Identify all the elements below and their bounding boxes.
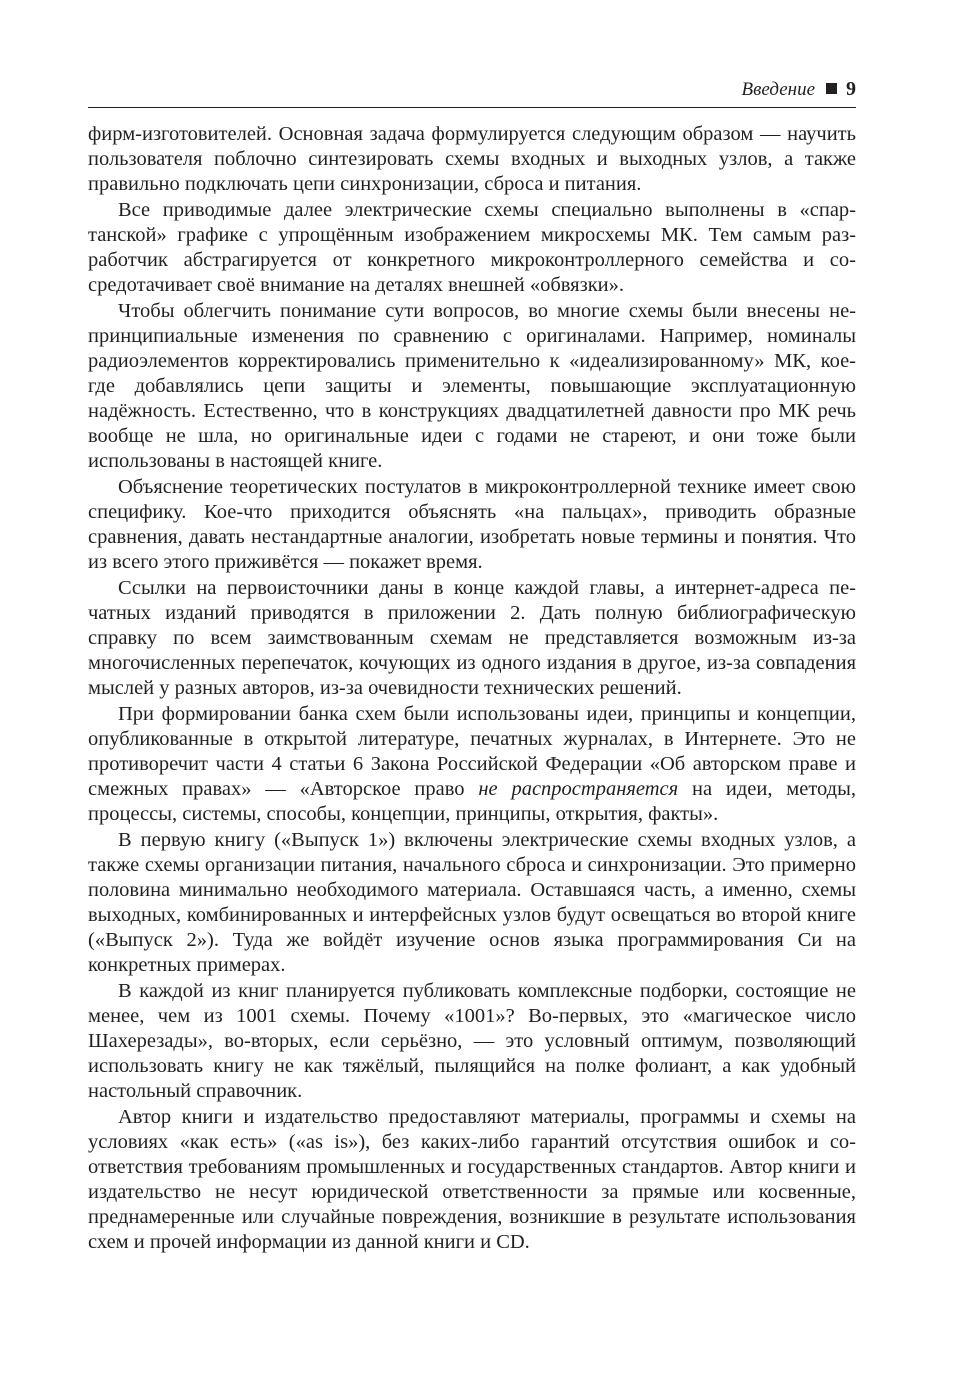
square-bullet-icon bbox=[826, 83, 837, 94]
paragraph-7: В первую книгу («Выпуск 1») включены электрические схемы входных узлов, а также схемы организации питания, начального сброса и синхронизации. Это примерно половина минимально необходимого материала. Оставшаяся часть, а именно, схемы выходных, комбинированных и интерфейсных узлов будут освещаться во второй книге («Выпуск 2»). Туда же войдёт изучение основ языка программирования Си на конкретных примерах. bbox=[88, 829, 856, 976]
paragraph-2: Все приводимые далее электрические схемы специально выполнены в «спартанской» графике с упрощённым изображением микросхемы МК. Тем самым разработчик абстрагируется от конкретного микроконтроллерного семейства и сосредотачивает своё внимание на деталях внешней «обвязки». bbox=[88, 199, 856, 296]
paragraph-1: фирм-изготовителей. Основная задача формулируется следующим образом — научить пользователя поблочно синтезировать схемы входных и выходных узлов, а также правильно подключать цепи синхронизации, сброса и питания. bbox=[88, 123, 856, 195]
paragraph-6-emphasis: не распространяется bbox=[478, 778, 679, 800]
paragraph-6-before: При формировании банка схем были использованы идеи, принципы и концепции, опубликованные в открытой литературе, печатных журналах, в Интернете. Это не противоречит части 4 статьи 6 Закона Российской Федерации «Об авторском праве и смежных правах» — «Авторское право bbox=[88, 703, 856, 800]
running-header bbox=[88, 78, 856, 104]
paragraph-6 bbox=[88, 702, 856, 827]
paragraph-8: В каждой из книг планируется публиковать комплексные подборки, состоящие не менее, чем из 1001 схемы. Почему «1001»? Во-первых, это «магическое число Шахерезады», во-вторых, если серьёзно, — это условный оптимум, позволяющий использовать книгу не как тяжёлый, пылящийся на полке фолиант, а как удобный настольный справочник. bbox=[88, 980, 856, 1102]
header-rule bbox=[88, 107, 856, 108]
paragraph-3: Чтобы облегчить понимание сути вопросов, во многие схемы были внесены непринципиальные изменения по сравнению с оригиналами. Например, номиналы радиоэлементов корректировались применительно к «идеализированному» МК, кое-где добавлялись цепи защиты и элементы, повышающие эксплуатационную надёжность. Естественно, что в конструкциях двадцатилетней давности про МК речь вообще не шла, но оригинальные идеи с годами не стареют, и они тоже были использованы в настоящей книге. bbox=[88, 300, 856, 472]
paragraph-4: Объяснение теоретических постулатов в микроконтроллерной технике имеет свою специфику. Кое-что приходится объяснять «на пальцах», приводить образные сравнения, давать нестандартные аналогии, изобретать новые термины и понятия. Что из всего этого приживётся — покажет время. bbox=[88, 476, 856, 573]
body-text bbox=[88, 122, 856, 1255]
paragraph-6-after: на идеи, методы, процессы, системы, способы, концепции, принципы, открытия, факты». bbox=[88, 778, 857, 825]
page-number: 9 bbox=[846, 78, 856, 100]
section-title: Введение bbox=[741, 79, 815, 100]
paragraph-5: Ссылки на первоисточники даны в конце каждой главы, а интернет-адреса печатных изданий приводятся в приложении 2. Дать полную библиографическую справку по всем заимствованным схемам не представляется возможным из-за многочисленных перепечаток, кочующих из одного издания в другое, из-за совпадения мыслей у разных авторов, из-за очевидности технических решений. bbox=[88, 577, 856, 699]
paragraph-9: Автор книги и издательство предоставляют материалы, программы и схемы на условиях «как есть» («as is»), без каких-либо гарантий отсутствия ошибок и соответствия требованиям промышленных и государственных стандартов. Автор книги и издательство не несут юридической ответственности за прямые или косвенные, преднамеренные или случайные повреждения, возникшие в результате использования схем и прочей информации из данной книги и CD. bbox=[88, 1106, 856, 1253]
